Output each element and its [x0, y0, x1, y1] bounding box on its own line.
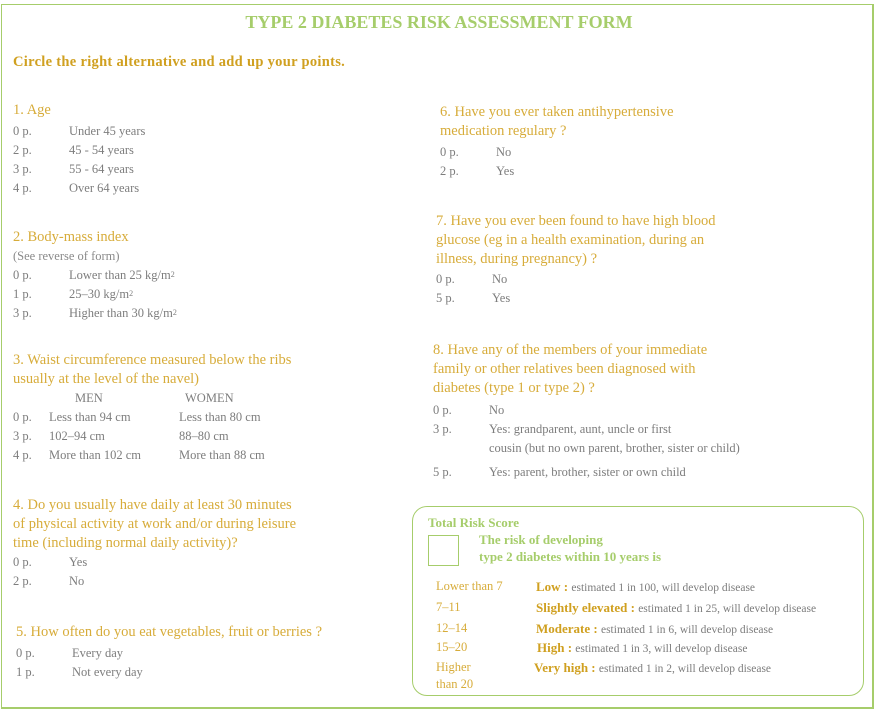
question-heading-line: 8. Have any of the members of your immediate	[433, 342, 708, 358]
question-heading-line: family or other relatives been diagnosed with	[433, 361, 696, 377]
option[interactable]	[13, 141, 145, 160]
option[interactable]	[13, 160, 145, 179]
option[interactable]	[13, 285, 177, 304]
question-heading: 5. How often do you eat vegetables, fruit or berries ?	[16, 624, 323, 640]
option-text: Under 45 years	[69, 124, 146, 138]
question-waist	[13, 351, 291, 465]
option-text: Not every day	[72, 665, 143, 679]
option[interactable]	[13, 446, 291, 465]
option-points: 0 p.	[433, 403, 452, 417]
question-heading-line: of physical activity at work and/or during leisure	[13, 516, 297, 532]
option-unit: kg/m	[103, 287, 130, 301]
question-vegetables	[16, 623, 322, 682]
risk-range: 15–20	[436, 640, 468, 654]
option-text: No	[69, 574, 85, 588]
option-text: 25–30	[69, 287, 104, 301]
question-heading-line: usually at the level of the navel)	[13, 371, 200, 387]
option-women: More than 88 cm	[179, 448, 265, 462]
option[interactable]	[433, 420, 740, 458]
risk-estimate: estimated 1 in 6, will develop disease	[600, 624, 774, 636]
option-text: Yes	[69, 555, 88, 569]
option-text: 45 - 54 years	[69, 143, 134, 157]
question-heading-line: time (including normal daily activity)?	[13, 535, 238, 551]
question-heading-line: glucose (eg in a health examination, during an	[436, 232, 705, 248]
option-text: Every day	[72, 646, 124, 660]
option-text: Yes: parent, brother, sister or own child	[489, 465, 686, 479]
men-column-header: MEN	[75, 391, 103, 405]
option[interactable]	[13, 553, 296, 572]
question-heading-line: diabetes (type 1 or type 2) ?	[433, 380, 595, 396]
option-points: 4 p.	[13, 181, 32, 195]
instruction-text: Circle the right alternative and add up your points.	[13, 54, 346, 70]
option[interactable]	[433, 463, 740, 482]
option-text: 55 - 64 years	[69, 162, 134, 176]
risk-description-line: type 2 diabetes within 10 years is	[479, 549, 661, 564]
question-physical-activity	[13, 496, 296, 591]
option[interactable]	[16, 644, 322, 663]
total-risk-score-panel	[412, 506, 864, 696]
option-points: 2 p.	[13, 574, 32, 588]
option-points: 2 p.	[13, 143, 32, 157]
option-text: No	[489, 403, 505, 417]
option-unit: kg/m	[145, 268, 171, 282]
option-men: 102–94 cm	[49, 429, 105, 443]
option-points: 5 p.	[436, 291, 455, 305]
question-family-history	[433, 341, 740, 482]
option-points: 2 p.	[440, 164, 459, 178]
option[interactable]	[13, 427, 291, 446]
question-heading: 1. Age	[13, 102, 51, 118]
risk-estimate: estimated 1 in 2, will develop disease	[598, 663, 772, 675]
option-text: No	[492, 272, 508, 286]
risk-estimate: estimated 1 in 25, will develop disease	[638, 603, 817, 615]
option[interactable]	[13, 266, 177, 285]
option[interactable]	[433, 401, 740, 420]
risk-range: 12–14	[436, 621, 468, 635]
option-text: Lower than 25	[69, 268, 146, 282]
risk-description-line: The risk of developing	[479, 532, 603, 547]
option[interactable]	[13, 179, 145, 198]
option[interactable]	[13, 572, 296, 591]
risk-estimate: estimated 1 in 100, will develop disease	[571, 582, 756, 594]
option-text-continued: cousin (but no own parent, brother, sister or child)	[489, 441, 740, 455]
option[interactable]	[13, 304, 177, 323]
question-blood-glucose	[436, 212, 715, 308]
question-heading-line: 3. Waist circumference measured below the ribs	[13, 352, 292, 368]
risk-range: Higher	[436, 660, 471, 674]
option-points: 0 p.	[436, 272, 455, 286]
option-points: 0 p.	[13, 124, 32, 138]
question-heading-line: illness, during pregnancy) ?	[436, 251, 598, 267]
risk-level: Low :	[536, 579, 572, 594]
option-women: 88–80 cm	[179, 429, 229, 443]
option-women: Less than 80 cm	[179, 410, 261, 424]
option-points: 1 p.	[16, 665, 35, 679]
option-points: 0 p.	[440, 145, 459, 159]
risk-level: Slightly elevated :	[536, 600, 639, 615]
option[interactable]	[13, 408, 291, 427]
option-text: Over 64 years	[69, 181, 140, 195]
risk-estimate: estimated 1 in 3, will develop disease	[575, 643, 748, 655]
question-heading-line: medication regulary ?	[440, 123, 567, 139]
risk-range: 7–11	[436, 600, 461, 614]
risk-level: High :	[537, 640, 576, 655]
option-unit-sup: 2	[172, 308, 177, 317]
option-points: 0 p.	[13, 268, 32, 282]
option-text: Yes	[492, 291, 511, 305]
option[interactable]	[436, 289, 715, 308]
option-points: 0 p.	[13, 555, 32, 569]
option-points: 5 p.	[433, 465, 452, 479]
option-text: Yes: grandparent, aunt, uncle or first	[489, 422, 672, 436]
question-antihypertensive	[440, 103, 674, 181]
column-headers	[13, 389, 291, 408]
option-men: More than 102 cm	[49, 448, 141, 462]
option-text: Higher than 30	[69, 306, 148, 320]
option-men: Less than 94 cm	[49, 410, 131, 424]
option-points: 0 p.	[16, 646, 35, 660]
option-points: 0 p.	[13, 410, 32, 424]
question-heading-line: 4. Do you usually have daily at least 30 minutes	[13, 497, 292, 513]
option-unit: kg/m	[147, 306, 173, 320]
risk-range-continued: than 20	[436, 677, 474, 691]
option-text: Yes	[496, 164, 515, 178]
option[interactable]	[440, 143, 674, 162]
option-points: 4 p.	[13, 448, 32, 462]
question-note: (See reverse of form)	[13, 249, 120, 263]
option-text: No	[496, 145, 512, 159]
score-input-box[interactable]	[428, 535, 459, 566]
option[interactable]	[13, 122, 145, 141]
option[interactable]	[16, 663, 322, 682]
form-title: TYPE 2 DIABETES RISK ASSESSMENT FORM	[245, 12, 633, 32]
women-column-header: WOMEN	[185, 391, 234, 405]
question-bmi	[13, 228, 177, 323]
question-heading-line: 7. Have you ever been found to have high blood	[436, 213, 716, 229]
option-unit-sup: 2	[170, 270, 175, 279]
option[interactable]	[440, 162, 674, 181]
risk-range: Lower than 7	[436, 579, 503, 593]
option-points: 3 p.	[13, 429, 32, 443]
risk-level: Very high :	[534, 660, 599, 675]
question-heading: 2. Body-mass index	[13, 229, 129, 245]
question-heading-line: 6. Have you ever taken antihypertensive	[440, 104, 674, 120]
option-points: 1 p.	[13, 287, 32, 301]
risk-description	[479, 531, 661, 565]
option-points: 3 p.	[13, 162, 32, 176]
option-unit-sup: 2	[129, 289, 134, 298]
option-points: 3 p.	[13, 306, 32, 320]
question-age	[13, 101, 145, 198]
total-risk-score-title: Total Risk Score	[428, 515, 520, 530]
option[interactable]	[436, 270, 715, 289]
risk-level: Moderate :	[536, 621, 601, 636]
option-points: 3 p.	[433, 422, 452, 436]
